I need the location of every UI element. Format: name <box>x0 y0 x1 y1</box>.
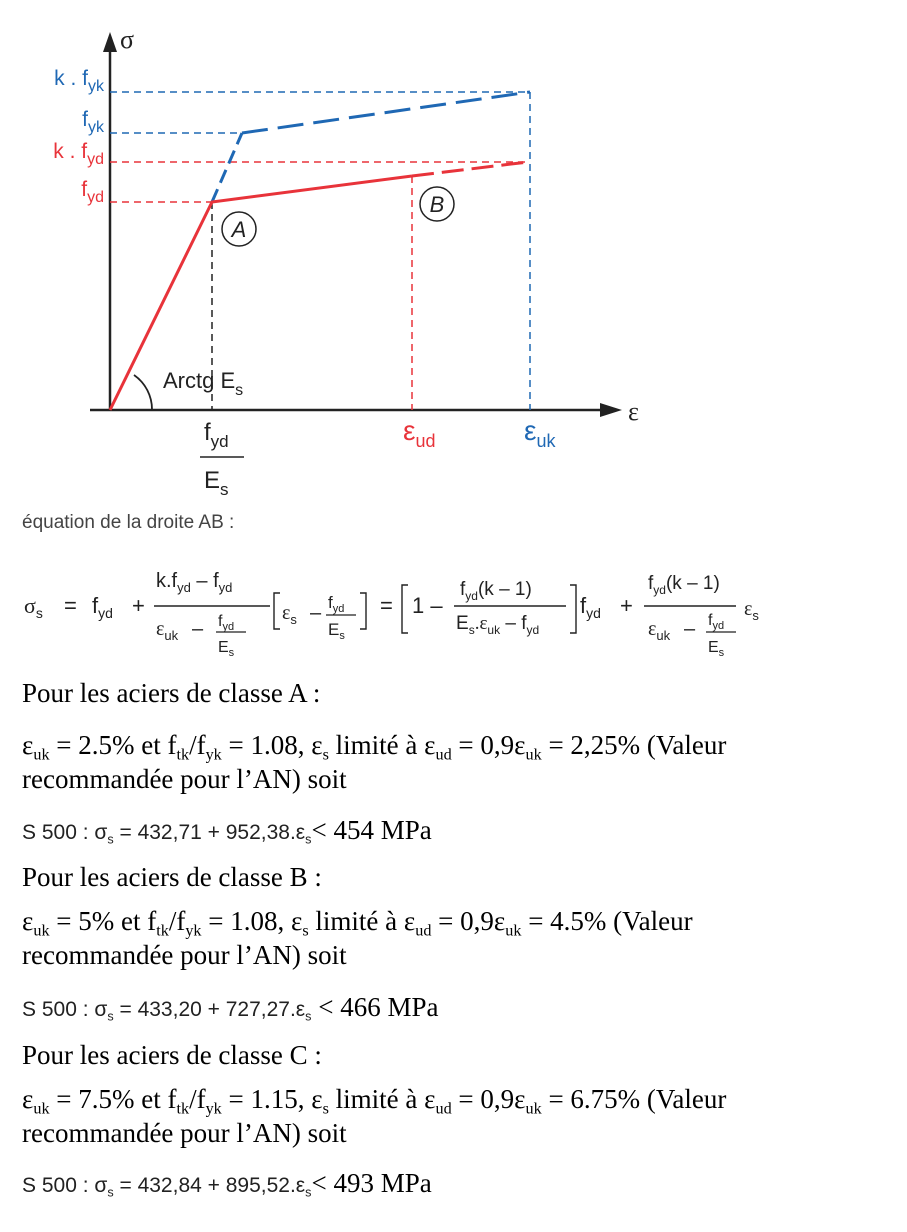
svg-text:=: = <box>380 593 393 618</box>
point-a-label: A <box>231 217 247 242</box>
eps-axis-label: ε <box>628 397 639 426</box>
blue-hardening-dashed <box>242 92 530 133</box>
svg-text:–: – <box>684 618 696 640</box>
red-design-curve <box>110 176 412 410</box>
svg-text:–: – <box>192 618 204 640</box>
class-b-params: $\varepsilon_{uk} = 5\%$ et $f_{tk}/f_{yk} = 1.08$, $\varepsilon_s$ limité à $\varepsilon_{ud} = 0,9\varepsilon_{uk} = 4.5\%$ (Valeur recommandée pour l’AN) soit <box>22 906 693 970</box>
sigma-axis-label: σ <box>120 25 135 54</box>
svg-text:εs: $\varepsilon_s$ <box>744 598 759 623</box>
class-b-formula: S 500 : $\sigma_s = 433,20 + 727,27.\varepsilon_s < 466$ MPa <box>22 992 439 1024</box>
svg-text:fyd: $f_{yd}$ <box>218 613 235 633</box>
eps-axis-arrow <box>600 403 622 417</box>
svg-text:fyd: $f_{yd}$ <box>328 593 345 615</box>
class-b-title: Pour les aciers de classe B : <box>22 862 322 892</box>
svg-text:+: + <box>132 593 145 618</box>
svg-text:fyd: $f_{yd}$ <box>580 593 601 621</box>
class-a-formula: S 500 : $\sigma_s = 432,71 + 952,38.\varepsilon_s< 454$ MPa <box>22 815 432 847</box>
class-b-section <box>22 860 322 894</box>
svg-text:k.fyd – fyd: $k.f_{yd} - f_{yd}$ <box>156 570 233 595</box>
x-label-fyd-den: $E_s$ <box>204 467 229 499</box>
class-c-formula: S 500 : $\sigma_s = 432,84 + 895,52.\varepsilon_s< 493$ MPa <box>22 1168 432 1200</box>
svg-text:σs: $\sigma_s$ <box>24 593 43 621</box>
blue-elastic-dashed <box>212 133 242 202</box>
svg-text:fyd(k – 1): $f_{yd}(k - 1)$ <box>648 573 720 597</box>
stress-strain-diagram <box>0 0 907 505</box>
equation-intro: équation de la droite AB : <box>22 512 235 533</box>
class-a-title: Pour les aciers de classe A : <box>22 678 321 708</box>
svg-text:εuk: $\varepsilon_{uk}$ <box>156 618 179 643</box>
x-label-euk: $\varepsilon_{uk}$ <box>524 415 556 451</box>
class-a-section <box>22 676 320 710</box>
class-c-section <box>22 1038 322 1072</box>
label-fyk: $f_{yk}$ <box>82 108 104 136</box>
svg-text:1 –: 1 – <box>412 593 443 618</box>
sigma-axis-arrow <box>103 32 117 52</box>
svg-text:εuk: $\varepsilon_{uk}$ <box>648 618 671 643</box>
label-fyd: $f_{yd}$ <box>81 178 104 206</box>
svg-text:Es.εuk – fyd: $E_s.\varepsilon_{uk} - f_{yd}$ <box>456 613 540 637</box>
svg-text:fyd: $f_{yd}$ <box>92 593 113 621</box>
point-b-label: B <box>429 192 445 217</box>
class-a-params: $\varepsilon_{uk} = 2.5\%$ et $f_{tk}/f_{yk} = 1.08$, $\varepsilon_s$ limité à $\varepsilon_{ud} = 0,9\varepsilon_{uk} = 2,25\%$ (Valeur recommandée pour l’AN) soit <box>22 730 727 794</box>
arctg-label: Arctg $E_s$ <box>163 368 244 399</box>
arctg-angle-arc <box>134 375 152 410</box>
label-kfyk: k . $f_{yk}$ <box>54 67 104 95</box>
svg-text:Es: $E_s$ <box>708 639 725 659</box>
svg-text:+: + <box>620 593 633 618</box>
x-label-eud: $\varepsilon_{ud}$ <box>403 415 436 451</box>
label-kfyd: k . $f_{yd}$ <box>53 140 104 168</box>
class-c-params: $\varepsilon_{uk} = 7.5\%$ et $f_{tk}/f_{yk} = 1.15$, $\varepsilon_s$ limité à $\varepsilon_{ud} = 0,9\varepsilon_{uk} = 6.75\%$ (Valeur recommandée pour l’AN) soit <box>22 1084 727 1148</box>
x-label-fyd-num: $f_{yd}$ <box>204 419 229 451</box>
svg-text:fyd: $f_{yd}$ <box>708 612 725 632</box>
equation-ab <box>24 555 904 670</box>
svg-text:–: – <box>310 602 322 624</box>
red-extension-dashed <box>412 162 528 176</box>
svg-text:Es: $E_s$ <box>218 639 235 659</box>
svg-text:fyd(k – 1): $f_{yd}(k - 1)$ <box>460 579 532 603</box>
svg-text:εs: $\varepsilon_s$ <box>282 602 297 627</box>
svg-text:Es: $E_s$ <box>328 620 345 642</box>
class-c-title: Pour les aciers de classe C : <box>22 1040 322 1070</box>
svg-text:=: = <box>64 593 77 618</box>
